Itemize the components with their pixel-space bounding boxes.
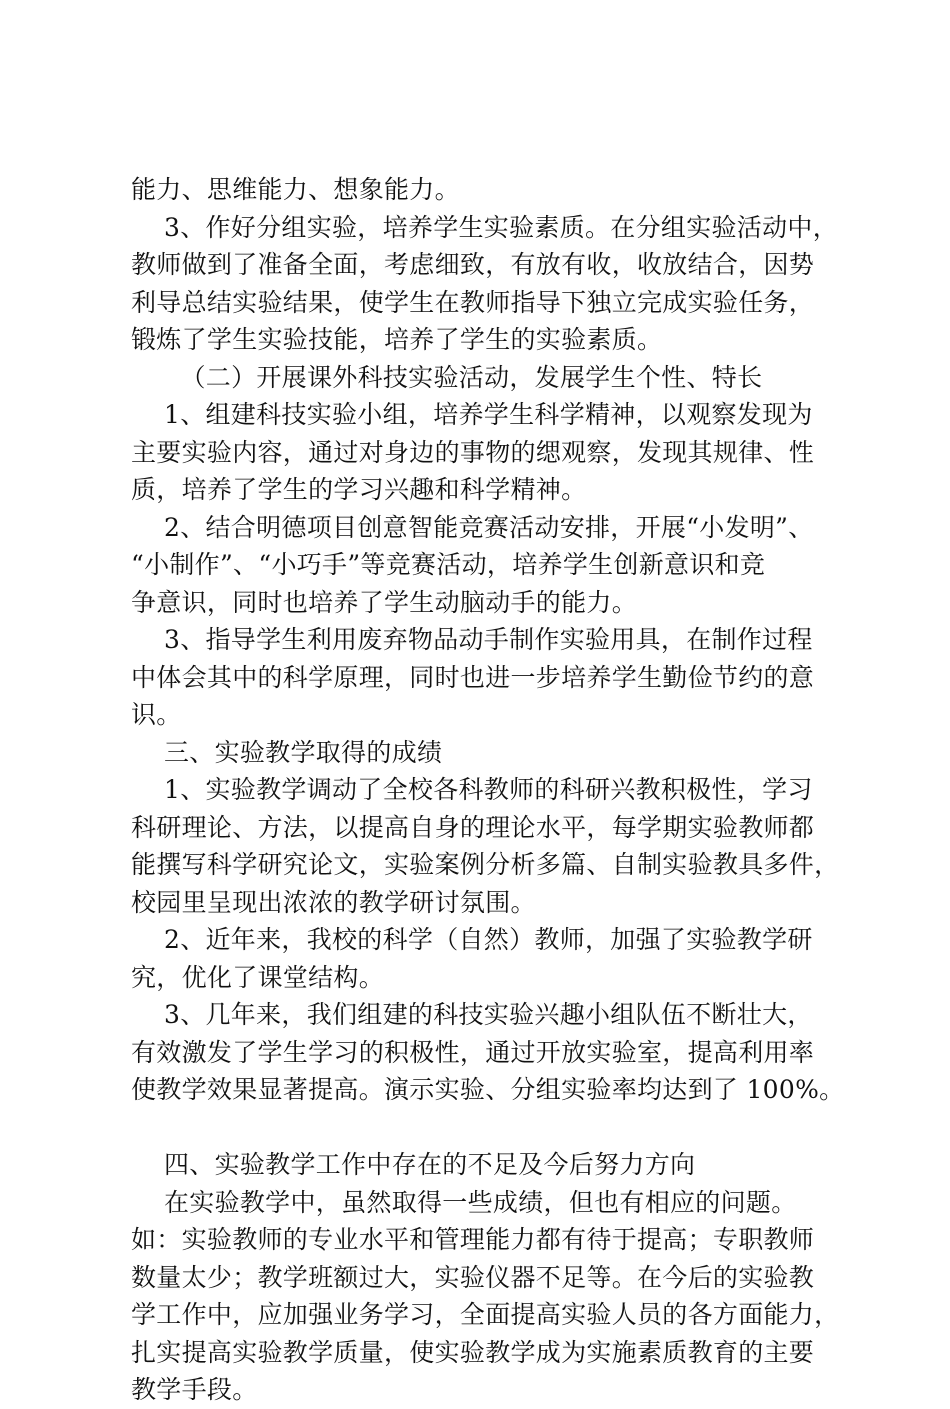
- section-heading: 三、实验教学取得的成绩: [131, 737, 443, 767]
- text-line: 2、近年来，我校的科学（自然）教师，加强了实验教学研: [131, 925, 813, 954]
- text-line: 如：实验教师的专业水平和管理能力都有待于提高；专职教师: [131, 1225, 815, 1254]
- text-line: 3、指导学生利用废弃物品动手制作实验用具，在制作过程: [131, 625, 813, 654]
- text-line: 质，培养了学生的学习兴趣和科学精神。: [131, 475, 587, 504]
- text-line: 科研理论、方法，以提高自身的理论水平，每学期实验教师都: [131, 812, 815, 842]
- text-line: 3、作好分组实验，培养学生实验素质。在分组实验活动中，: [131, 212, 838, 242]
- text-line: 1、组建科技实验小组，培养学生科学精神，以观察发现为: [131, 400, 813, 429]
- text-line: 利导总结实验结果，使学生在教师指导下独立完成实验任务，: [131, 287, 815, 317]
- text-line: 能力、思维能力、想象能力。: [131, 175, 460, 204]
- text-line: 数量太少；教学班额过大，实验仪器不足等。在今后的实验教: [131, 1262, 815, 1292]
- paragraph-gap: [131, 1109, 831, 1147]
- text-line: 争意识，同时也培养了学生动脑动手的能力。: [131, 587, 638, 617]
- text-line: 有效激发了学生学习的积极性，通过开放实验室，提高利用率: [131, 1037, 815, 1067]
- document-body: [131, 171, 845, 1409]
- text-line: 主要实验内容，通过对身边的事物的缌观察，发现其规律、性: [131, 437, 815, 467]
- text-line: 教师做到了准备全面，考虑细致，有放有收，收放结合，因势: [131, 250, 815, 279]
- text-line: 究，优化了课堂结构。: [131, 962, 385, 992]
- text-line: 识。: [131, 700, 182, 729]
- section-heading: 四、实验教学工作中存在的不足及今后努力方向: [131, 1150, 696, 1179]
- text-line: 校园里呈现出浓浓的教学研讨氛围。: [131, 887, 536, 917]
- text-line: 扎实提高实验教学质量，使实验教学成为实施素质教育的主要: [131, 1337, 815, 1367]
- text-line: 1、实验教学调动了全校各科教师的科研兴教积极性，学习: [131, 775, 813, 804]
- text-line: 2、结合明德项目创意智能竞赛活动安排，开展“小发明”、: [131, 512, 814, 542]
- text-line: 锻炼了学生实验技能，培养了学生的实验素质。: [131, 325, 663, 354]
- text-line: “小制作”、“小巧手”等竞赛活动，培养学生创新意识和竞: [131, 550, 766, 579]
- text-line: 能撰写科学研究论文，实验案例分析多篇、自制实验教具多件，: [131, 850, 840, 879]
- text-line: 使教学效果显著提高。演示实验、分组实验率均达到了 100%。: [131, 1075, 845, 1104]
- text-line: 学工作中，应加强业务学习，全面提高实验人员的各方面能力，: [131, 1300, 840, 1329]
- text-line: 在实验教学中，虽然取得一些成绩，但也有相应的问题。: [131, 1187, 797, 1217]
- text-line: 中体会其中的科学原理，同时也进一步培养学生勤俭节约的意: [131, 662, 815, 692]
- text-line: 3、几年来，我们组建的科技实验兴趣小组队伍不断壮大，: [131, 1000, 813, 1029]
- section-heading: （二）开展课外科技实验活动，发展学生个性、特长: [131, 362, 763, 392]
- text-line: 教学手段。: [131, 1375, 258, 1404]
